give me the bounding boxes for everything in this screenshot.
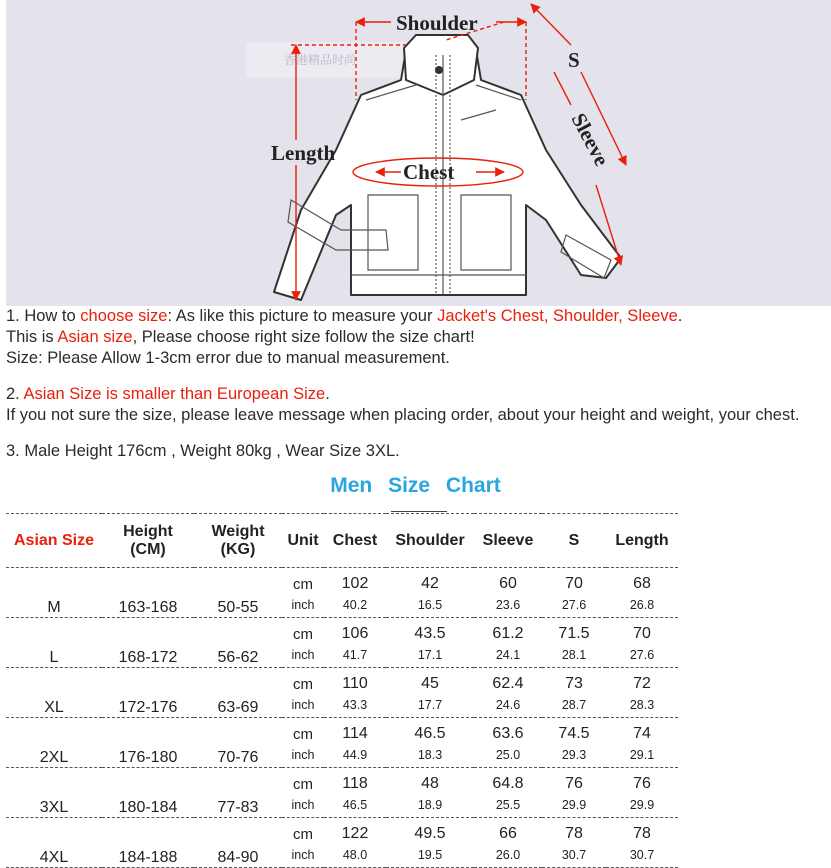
cell-chest-cm: 102: [341, 575, 369, 592]
note-2-message: If you not sure the size, please leave message when placing order, about your height and weight, your chest.: [6, 406, 800, 424]
table-row: [6, 768, 678, 794]
cell-unit-inch: inch: [282, 693, 324, 718]
table-row: [6, 718, 678, 744]
cell-sleeve-cm: 64.8: [492, 775, 524, 792]
header-shoulder: Shoulder: [386, 514, 474, 568]
table-row: [6, 818, 678, 844]
cell-unit-cm: cm: [293, 676, 313, 693]
cell-length-inch: 26.8: [606, 593, 678, 618]
cell-length-inch: 27.6: [606, 643, 678, 668]
jacket-illustration: [6, 0, 831, 306]
cell-length-cm: 78: [633, 825, 651, 842]
cell-size: L: [6, 618, 102, 668]
cell-height: 176-180: [102, 718, 194, 768]
cell-sleeve-inch: 26.0: [474, 843, 542, 868]
label-sleeve: Sleeve: [566, 109, 615, 170]
cell-shoulder-cm: 45: [421, 675, 439, 692]
cell-height: 168-172: [102, 618, 194, 668]
cell-chest-inch: 46.5: [324, 793, 386, 818]
size-chart-title: Men Size Chart: [330, 474, 501, 497]
note-1-error: Size: Please Allow 1-3cm error due to manual measurement.: [6, 349, 450, 367]
note-2: 2. Asian Size is smaller than European Size.: [6, 385, 330, 403]
header-sleeve: Sleeve: [474, 514, 542, 568]
note-1-asian: This is Asian size, Please choose right size follow the size chart!: [6, 328, 475, 346]
label-chest: Chest: [403, 160, 455, 184]
cell-chest-cm: 106: [341, 625, 369, 642]
table-header-row: [6, 514, 678, 568]
cell-weight: 63-69: [194, 668, 282, 718]
header-length: Length: [606, 514, 678, 568]
cell-sleeve-inch: 24.1: [474, 643, 542, 668]
cell-height: 180-184: [102, 768, 194, 818]
cell-s-inch: 29.9: [542, 793, 606, 818]
cell-weight: 77-83: [194, 768, 282, 818]
cell-chest-inch: 43.3: [324, 693, 386, 718]
note-3: 3. Male Height 176cm , Weight 80kg , Wear Size 3XL.: [6, 442, 400, 460]
cell-s-cm: 71.5: [558, 625, 590, 642]
cell-sleeve-cm: 60: [499, 575, 517, 592]
cell-s-cm: 73: [565, 675, 583, 692]
note-1: 1. How to choose size: As like this picture to measure your Jacket's Chest, Shoulder, Sleeve.: [6, 307, 683, 325]
cell-shoulder-cm: 48: [421, 775, 439, 792]
cell-size: XL: [6, 668, 102, 718]
cell-shoulder-cm: 42: [421, 575, 439, 592]
cell-length-inch: 29.9: [606, 793, 678, 818]
cell-s-cm: 70: [565, 575, 583, 592]
cell-unit-inch: inch: [282, 593, 324, 618]
cell-chest-cm: 118: [342, 775, 368, 792]
header-weight: Weight (KG): [194, 514, 282, 568]
label-shoulder: Shoulder: [396, 11, 478, 35]
cell-length-cm: 70: [633, 625, 651, 642]
cell-sleeve-cm: 66: [499, 825, 517, 842]
cell-s-inch: 30.7: [542, 843, 606, 868]
cell-sleeve-cm: 62.4: [492, 675, 524, 692]
cell-sleeve-cm: 63.6: [492, 725, 524, 742]
header-s: S: [542, 514, 606, 568]
cell-s-inch: 29.3: [542, 743, 606, 768]
header-height: Height (CM): [102, 514, 194, 568]
cell-shoulder-inch: 19.5: [386, 843, 474, 868]
cell-size: 4XL: [6, 818, 102, 868]
cell-length-inch: 30.7: [606, 843, 678, 868]
cell-shoulder-cm: 46.5: [414, 725, 446, 742]
cell-length-inch: 29.1: [606, 743, 678, 768]
label-s: S: [568, 48, 580, 72]
cell-shoulder-inch: 17.7: [386, 693, 474, 718]
cell-height: 163-168: [102, 568, 194, 618]
cell-s-cm: 76: [565, 775, 583, 792]
cell-shoulder-inch: 17.1: [386, 643, 474, 668]
title-underline: [391, 511, 447, 512]
watermark-text: 香港精品时尚: [284, 53, 357, 67]
header-chest: Chest: [324, 514, 386, 568]
cell-unit-inch: inch: [282, 793, 324, 818]
table-row: [6, 618, 678, 644]
size-chart-table: [6, 513, 678, 868]
cell-chest-cm: 110: [342, 675, 368, 692]
cell-size: M: [6, 568, 102, 618]
cell-sleeve-inch: 25.5: [474, 793, 542, 818]
cell-size: 2XL: [6, 718, 102, 768]
cell-shoulder-inch: 18.3: [386, 743, 474, 768]
cell-length-cm: 68: [633, 575, 651, 592]
cell-sleeve-inch: 23.6: [474, 593, 542, 618]
label-length: Length: [271, 141, 336, 165]
cell-weight: 70-76: [194, 718, 282, 768]
cell-weight: 84-90: [194, 818, 282, 868]
cell-shoulder-inch: 18.9: [386, 793, 474, 818]
cell-length-cm: 76: [633, 775, 651, 792]
cell-s-cm: 78: [565, 825, 583, 842]
cell-sleeve-inch: 25.0: [474, 743, 542, 768]
cell-size: 3XL: [6, 768, 102, 818]
cell-unit-cm: cm: [293, 776, 313, 793]
cell-s-inch: 28.7: [542, 693, 606, 718]
cell-sleeve-cm: 61.2: [492, 625, 524, 642]
cell-chest-inch: 44.9: [324, 743, 386, 768]
table-row: [6, 668, 678, 694]
jacket-measurement-diagram: [6, 0, 831, 306]
cell-chest-cm: 122: [341, 825, 369, 842]
cell-s-inch: 27.6: [542, 593, 606, 618]
cell-unit-cm: cm: [293, 826, 313, 843]
cell-chest-cm: 114: [342, 725, 368, 742]
cell-weight: 50-55: [194, 568, 282, 618]
cell-unit-inch: inch: [282, 743, 324, 768]
cell-chest-inch: 48.0: [324, 843, 386, 868]
cell-unit-cm: cm: [293, 576, 313, 593]
table-row: [6, 568, 678, 594]
cell-shoulder-cm: 49.5: [414, 825, 446, 842]
cell-height: 184-188: [102, 818, 194, 868]
cell-unit-inch: inch: [282, 643, 324, 668]
header-unit: Unit: [282, 514, 324, 568]
cell-shoulder-inch: 16.5: [386, 593, 474, 618]
cell-weight: 56-62: [194, 618, 282, 668]
cell-height: 172-176: [102, 668, 194, 718]
cell-chest-inch: 41.7: [324, 643, 386, 668]
cell-length-inch: 28.3: [606, 693, 678, 718]
cell-unit-cm: cm: [293, 726, 313, 743]
cell-length-cm: 72: [633, 675, 651, 692]
cell-length-cm: 74: [633, 725, 651, 742]
cell-sleeve-inch: 24.6: [474, 693, 542, 718]
cell-unit-inch: inch: [282, 843, 324, 868]
cell-s-inch: 28.1: [542, 643, 606, 668]
cell-s-cm: 74.5: [558, 725, 590, 742]
header-asian-size: Asian Size: [6, 514, 102, 568]
cell-unit-cm: cm: [293, 626, 313, 643]
cell-chest-inch: 40.2: [324, 593, 386, 618]
cell-shoulder-cm: 43.5: [414, 625, 446, 642]
